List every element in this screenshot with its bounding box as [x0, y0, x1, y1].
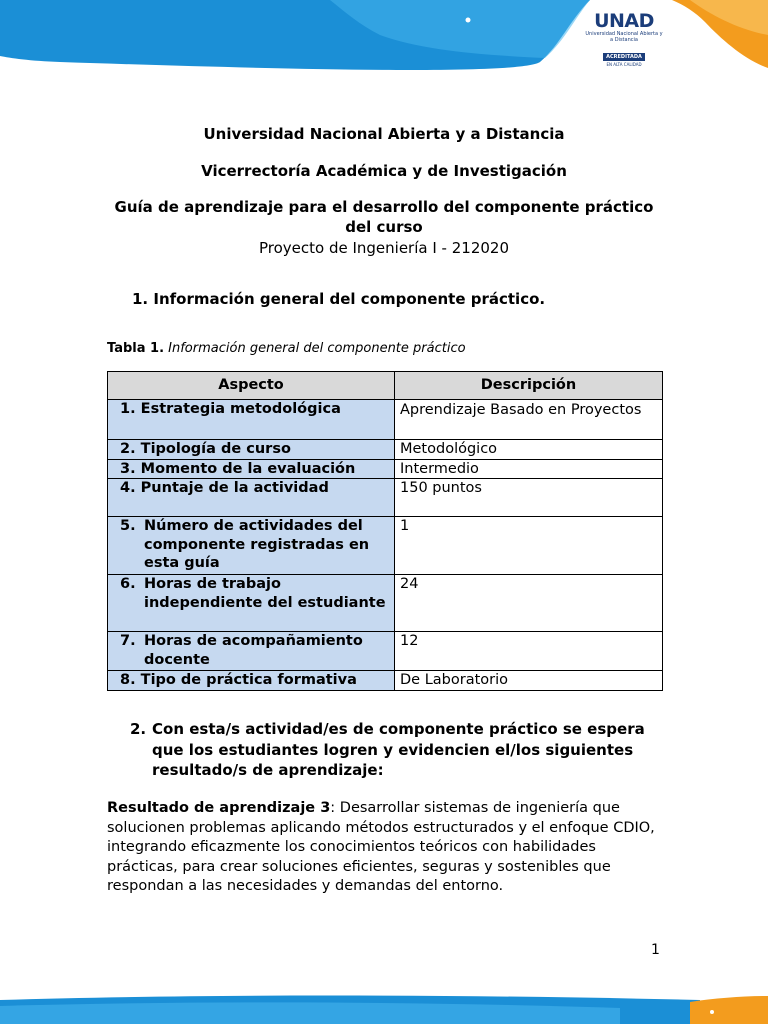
row-number: 2. — [120, 441, 136, 457]
aspect-cell — [108, 400, 395, 440]
row-number: 4. — [120, 480, 136, 496]
row-number: 5. — [120, 518, 136, 534]
value-cell: Intermedio — [395, 459, 663, 479]
info-table — [107, 371, 663, 691]
value-cell: 1 — [395, 517, 663, 575]
table-row — [108, 400, 663, 440]
aspect-cell — [108, 517, 395, 575]
aspect-text: Puntaje de la actividad — [140, 480, 329, 496]
row-number: 3. — [120, 460, 136, 477]
aspect-text: Tipo de práctica formativa — [140, 672, 357, 688]
table-row — [108, 671, 663, 691]
row-number: 7. — [120, 633, 136, 649]
section1-title: Información general del componente práctico. — [153, 290, 546, 308]
table-row — [108, 575, 663, 632]
caption-text: Información general del componente práctico — [168, 341, 466, 356]
value-cell: De Laboratorio — [395, 671, 663, 691]
section2-heading — [130, 719, 670, 781]
aspect-text: Tipología de curso — [140, 441, 291, 457]
course-title: Proyecto de Ingeniería I - 212020 — [258, 239, 509, 257]
learning-result — [107, 799, 667, 897]
footer-banner — [0, 992, 768, 1024]
footer-light-band — [0, 1002, 620, 1024]
aspect-cell — [108, 671, 395, 691]
result-label: Resultado de aprendizaje 3 — [107, 800, 331, 816]
footer-orange-band — [690, 996, 768, 1024]
guide-title-line1: Guía de aprendizaje para el desarrollo del componente práctico — [114, 198, 654, 216]
table-row — [108, 517, 663, 575]
row-number: 6. — [120, 576, 136, 592]
table-row — [108, 459, 663, 479]
value-cell: 150 puntos — [395, 479, 663, 517]
table-row — [108, 440, 663, 460]
aspect-text: Número de actividades del componente registradas en esta guía — [144, 518, 370, 571]
vicerrectoria-title: Vicerrectoría Académica y de Investigación — [201, 162, 567, 180]
table-row — [108, 632, 663, 671]
logo-name: UNAD — [594, 10, 654, 32]
aspect-text: Momento de la evaluación — [140, 460, 356, 477]
logo-quality: EN ALTA CALIDAD — [606, 62, 642, 67]
section2-line3: resultado/s de aprendizaje: — [152, 761, 384, 779]
aspect-cell — [108, 459, 395, 479]
page-number: 1 — [651, 942, 660, 958]
table-row — [108, 479, 663, 517]
banner-dot — [466, 18, 471, 23]
aspect-cell — [108, 632, 395, 671]
aspect-cell — [108, 479, 395, 517]
header-aspect: Aspecto — [108, 372, 395, 400]
aspect-cell — [108, 440, 395, 460]
aspect-cell — [108, 575, 395, 632]
section2-line2: que los estudiantes logren y evidencien el/los siguientes — [152, 740, 634, 759]
university-title: Universidad Nacional Abierta y a Distancia — [203, 125, 565, 143]
table-caption — [107, 341, 466, 356]
value-cell: Metodológico — [395, 440, 663, 460]
value-cell: 24 — [395, 575, 663, 632]
unad-logo — [584, 8, 664, 74]
aspect-text: Horas de trabajo independiente del estudiante — [144, 576, 386, 611]
row-number: 8. — [120, 672, 136, 688]
section2-line1: Con esta/s actividad/es de componente práctico se espera — [152, 720, 645, 738]
value-cell: 12 — [395, 632, 663, 671]
table-header-row — [108, 372, 663, 400]
section2-number: 2. — [130, 720, 147, 738]
section1-heading — [132, 290, 545, 308]
aspect-text: Horas de acompañamiento docente — [144, 633, 363, 668]
aspect-text: Estrategia metodológica — [140, 401, 341, 417]
value-cell: Aprendizaje Basado en Proyectos — [395, 400, 663, 440]
caption-label: Tabla 1. — [107, 341, 165, 356]
header-description: Descripción — [395, 372, 663, 400]
guide-title-line2: del curso — [345, 218, 423, 236]
footer-dot — [710, 1010, 714, 1014]
section1-number: 1. — [132, 290, 149, 308]
result-text: : Desarrollar sistemas de ingeniería que solucionen problemas aplicando métodos estructurados y el enfoque CDIO, integrando eficazmente los conocimientos teóricos con habilidades prácticas, para crear soluciones eficientes, seguras y sostenibles que respondan a las necesidades y demandas del entorno. — [107, 800, 655, 894]
logo-university: Universidad Nacional Abierta y a Distancia — [585, 31, 663, 43]
logo-accreditation: ACREDITADA — [603, 53, 645, 61]
row-number: 1. — [120, 401, 136, 417]
